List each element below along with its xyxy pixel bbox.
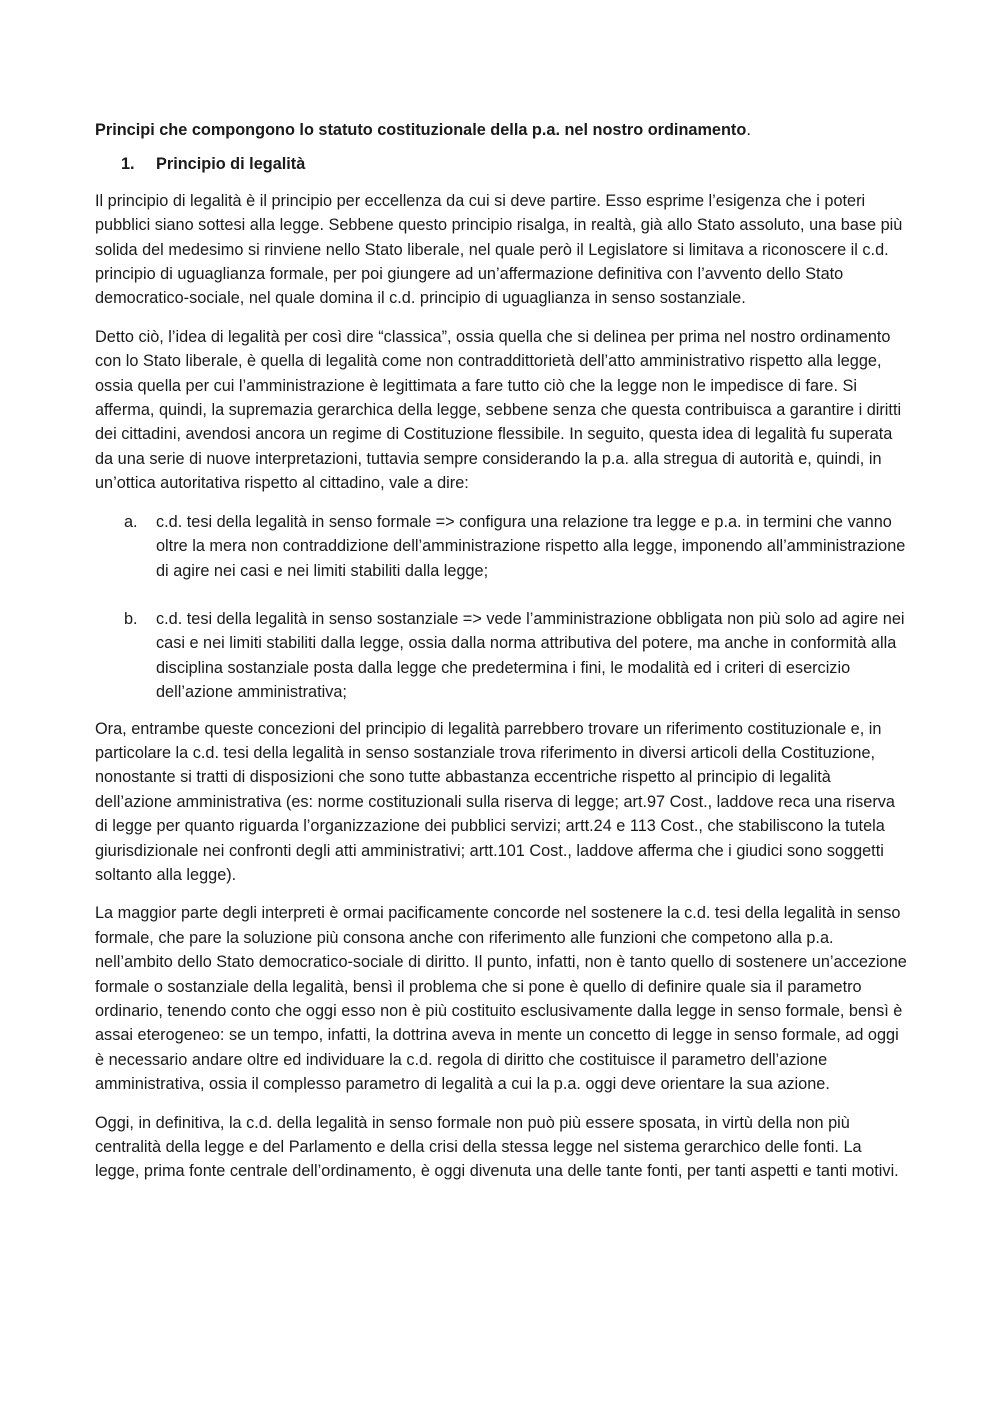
- document-title: [95, 118, 910, 142]
- section-heading-text: Principio di legalità: [156, 155, 306, 174]
- document-page: [95, 118, 910, 1198]
- list-item-text: c.d. tesi della legalità in senso formale => configura una relazione tra legge e p.a. in termini che vanno oltre la mera non contraddizione dell’amministrazione rispetto alla legge, imponendo all’amministrazione di agire nei casi e nei limiti stabiliti dalla legge;: [156, 512, 906, 580]
- list-marker: a.: [124, 512, 138, 531]
- list-item: [95, 607, 910, 705]
- section-number: 1.: [121, 155, 135, 174]
- lettered-list: [95, 510, 910, 705]
- paragraph: Ora, entrambe queste concezioni del principio di legalità parrebbero trovare un riferimento costituzionale e, in particolare la c.d. tesi della legalità in senso sostanziale trova riferimento in diversi articoli della Costituzione, nonostante si tratti di disposizioni che sono tutte abbastanza eccentriche rispetto al principio di legalità dell’azione amministrativa (es: norme costituzionali sulla riserva di legge; art.97 Cost., laddove reca una riserva di legge per quanto riguarda l’organizzazione dei pubblici servizi; artt.24 e 113 Cost., che stabiliscono la tutela giurisdizionale nei confronti degli atti amministrativi; artt.101 Cost., laddove afferma che i giudici sono soggetti soltanto alla legge).: [95, 719, 895, 884]
- paragraph: Detto ciò, l’idea di legalità per così dire “classica”, ossia quella che si delinea per prima nel nostro ordinamento con lo Stato liberale, è quella di legalità come non contraddittorietà dell’atto amministrativo rispetto alla legge, ossia quella per cui l’amministrazione è legittimata a fare tutto ciò che la legge non le impedisce di fare. Si afferma, quindi, la supremazia gerarchica della legge, sebbene senza che questa contribuisca a garantire i diritti dei cittadini, avendosi ancora un regime di Costituzione flessibile. In seguito, questa idea di legalità fu superata da una serie di nuove interpretazioni, tuttavia sempre considerando la p.a. alla stregua di autorità e, quindi, in un’ottica autoritativa rispetto al cittadino, vale a dire:: [95, 327, 902, 493]
- list-item: [95, 510, 910, 583]
- document-title-suffix: .: [746, 121, 751, 139]
- section-heading: [95, 152, 910, 176]
- list-item-text: c.d. tesi della legalità in senso sostanziale => vede l’amministrazione obbligata non più solo ad agire nei casi e nei limiti stabiliti dalla legge, ossia dalla norma attributiva del potere, ma anche in conformità alla disciplina sostanziale posta dalla legge che predetermina i fini, le modalità ed i criteri di esercizio dell’azione amministrativa;: [156, 609, 905, 702]
- paragraph: La maggior parte degli interpreti è ormai pacificamente concorde nel sostenere la c.d. tesi della legalità in senso formale, che pare la soluzione più consona anche con riferimento alle funzioni che competono alla p.a. nell’ambito dello Stato democratico-sociale di diritto. Il punto, infatti, non è tanto quello di sostenere un’accezione formale o sostanziale della legalità, bensì il problema che si pone è quello di definire quale sia il parametro ordinario, tenendo conto che oggi esso non è più costituito esclusivamente dalla legge in senso formale, bensì è assai eterogeneo: se un tempo, infatti, la dottrina aveva in mente un concetto di legge in senso formale, ad oggi è necessario andare oltre ed individuare la c.d. regola di diritto che costituisce il parametro dell’azione amministrativa, ossia il complesso parametro di legalità a cui la p.a. oggi deve orientare la sua azione.: [95, 904, 907, 1094]
- paragraph: Il principio di legalità è il principio per eccellenza da cui si deve partire. Esso esprime l’esigenza che i poteri pubblici siano sottesi alla legge. Sebbene questo principio risalga, in realtà, già allo Stato assoluto, una base più solida del medesimo si rinviene nello Stato liberale, nel quale però il Legislatore si limitava a riconoscere il c.d. principio di uguaglianza formale, per poi giungere ad un’affermazione definitiva con l’avvento dello Stato democratico-sociale, nel quale domina il c.d. principio di uguaglianza in senso sostanziale.: [95, 191, 903, 308]
- paragraph: Oggi, in definitiva, la c.d. della legalità in senso formale non può più essere sposata, in virtù della non più centralità della legge e del Parlamento e della crisi della stessa legge nel sistema gerarchico delle fonti. La legge, prima fonte centrale dell’ordinamento, è oggi divenuta una delle tante fonti, per tanti aspetti e tanti motivi.: [95, 1113, 899, 1181]
- document-title-text: Principi che compongono lo statuto costituzionale della p.a. nel nostro ordinamento: [95, 121, 747, 139]
- list-marker: b.: [124, 609, 138, 628]
